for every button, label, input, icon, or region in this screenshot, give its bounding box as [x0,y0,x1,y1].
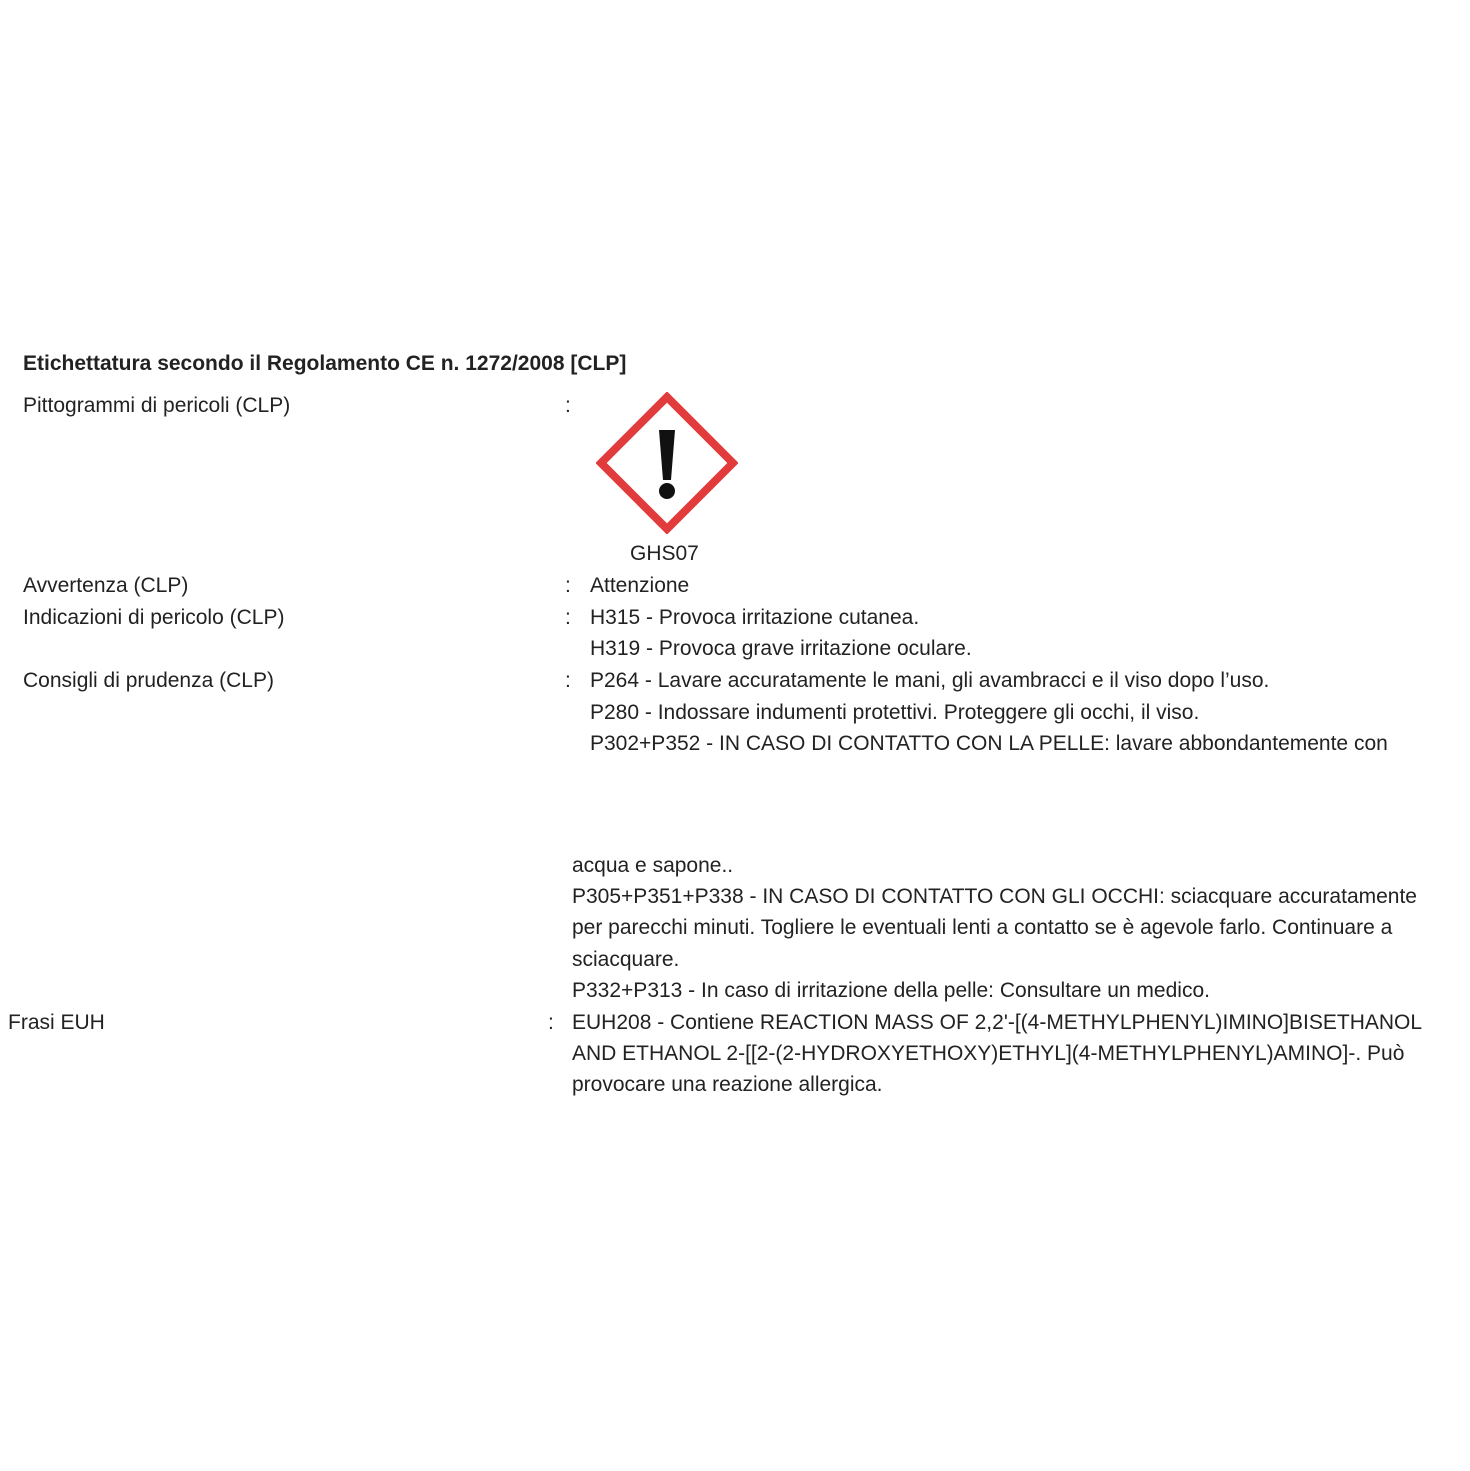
section-heading: Etichettatura secondo il Regolamento CE n. 1272/2008 [CLP] [23,352,627,375]
hazard-statements-label: Indicazioni di pericolo (CLP) [23,606,285,629]
precautionary-statements-separator: : [565,669,571,692]
precautionary-statement-p305-p351-p338: P305+P351+P338 - IN CASO DI CONTATTO CON GLI OCCHI: sciacquare accuratamente [572,885,1417,908]
signal-word-value: Attenzione [590,574,690,597]
exclamation-mark-diamond-icon [596,392,738,534]
signal-word-label: Avvertenza (CLP) [23,574,189,597]
pictogram-code: GHS07 [630,542,699,565]
precautionary-statement-p302-p352: P302+P352 - IN CASO DI CONTATTO CON LA PELLE: lavare abbondantemente con [590,732,1388,755]
euh-phrase-line: provocare una reazione allergica. [572,1073,883,1096]
precautionary-statement-p280: P280 - Indossare indumenti protettivi. Proteggere gli occhi, il viso. [590,701,1200,724]
precautionary-statement-p332-p313: P332+P313 - In caso di irritazione della pelle: Consultare un medico. [572,979,1210,1002]
precautionary-continuation-line: sciacquare. [572,948,680,971]
euh-phrase-line: AND ETHANOL 2-[[2-(2-HYDROXYETHOXY)ETHYL](4-METHYLPHENYL)AMINO]-. Può [572,1042,1405,1065]
hazard-statements-separator: : [565,606,571,629]
euh-phrase-line: EUH208 - Contiene REACTION MASS OF 2,2'-[(4-METHYLPHENYL)IMINO]BISETHANOL [572,1011,1423,1034]
precautionary-continuation-line: acqua e sapone.. [572,854,734,877]
precautionary-continuation-line: per parecchi minuti. Togliere le eventuali lenti a contatto se è agevole farlo. Continuare a [572,916,1393,939]
pictograms-label: Pittogrammi di pericoli (CLP) [23,394,291,417]
signal-word-separator: : [565,574,571,597]
euh-phrases-separator: : [548,1011,554,1034]
hazard-statement-h315: H315 - Provoca irritazione cutanea. [590,606,920,629]
hazard-statement-h319: H319 - Provoca grave irritazione oculare. [590,637,972,660]
precautionary-statement-p264: P264 - Lavare accuratamente le mani, gli avambracci e il viso dopo l’uso. [590,669,1270,692]
pictograms-separator: : [565,394,571,417]
euh-phrases-label: Frasi EUH [8,1011,105,1034]
precautionary-statements-label: Consigli di prudenza (CLP) [23,669,274,692]
